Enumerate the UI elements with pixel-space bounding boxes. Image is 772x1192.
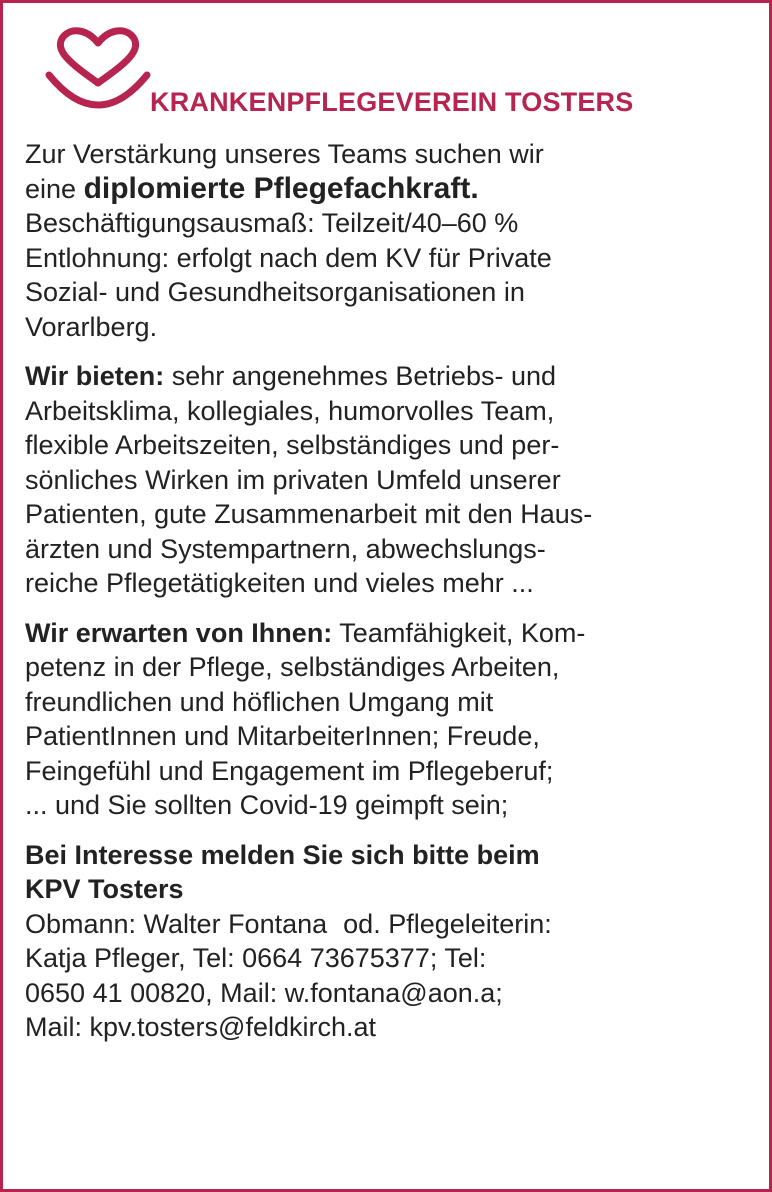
contact-heading: Bei Interesse melden Sie sich bitte beim bbox=[25, 839, 540, 870]
position-title: diplomierte Pflegefachkraft. bbox=[83, 171, 479, 205]
offer-line: Arbeitsklima, kollegiales, humorvolles Team, bbox=[25, 395, 555, 426]
expect-line: Feingefühl und Engagement im Pflegeberuf; bbox=[25, 755, 554, 786]
expect-line: petenz in der Pflege, selbständiges Arbeiten, bbox=[25, 652, 560, 682]
pay-line: Entlohnung: erfolgt nach dem KV für Private bbox=[25, 242, 552, 273]
expect-line: Teamfähigkeit, Kom- bbox=[332, 617, 586, 648]
organization-name: KRANKENPFLEGEVEREIN TOSTERS bbox=[150, 87, 634, 117]
offer-line: Patienten, gute Zusammenarbeit mit den Haus- bbox=[25, 499, 593, 529]
expect-line: PatientInnen und MitarbeiterInnen; Freude, bbox=[25, 721, 540, 751]
expect-paragraph bbox=[25, 616, 751, 823]
contact-phone-line: Katja Pfleger, Tel: 0664 73675377; Tel: bbox=[25, 943, 487, 973]
expect-heading: Wir erwarten von Ihnen: bbox=[25, 617, 333, 648]
offer-line: reiche Pflegetätigkeiten und vieles mehr ... bbox=[25, 568, 534, 598]
offer-line: sönliches Wirken im privaten Umfeld unserer bbox=[25, 464, 561, 495]
intro-line: Zur Verstärkung unseres Teams suchen wir bbox=[25, 139, 544, 169]
offer-line: flexible Arbeitszeiten, selbständiges und per- bbox=[25, 430, 560, 460]
contact-paragraph bbox=[25, 838, 751, 1045]
offer-paragraph bbox=[25, 359, 751, 601]
nursing-lead-label: od. Pflegeleiterin: bbox=[343, 908, 552, 939]
offer-line: ärzten und Systempartnern, abwechslungs- bbox=[25, 533, 546, 564]
contact-email[interactable]: Mail: kpv.tosters@feldkirch.at bbox=[25, 1012, 377, 1042]
intro-position-line: eine diplomierte Pflegefachkraft. bbox=[25, 171, 479, 205]
intro-paragraph bbox=[25, 137, 751, 344]
offer-line: sehr angenehmes Betriebs- und bbox=[164, 361, 557, 391]
expect-line: freundlichen und höflichen Umgang mit bbox=[25, 686, 494, 717]
heart-smile-icon bbox=[43, 25, 153, 117]
header bbox=[25, 3, 751, 125]
pay-line: Sozial- und Gesundheitsorganisationen in bbox=[25, 277, 525, 307]
pay-line: Vorarlberg. bbox=[25, 311, 158, 342]
contact-mail-line[interactable]: 0650 41 00820, Mail: w.fontana@aon.a; bbox=[25, 977, 503, 1008]
contact-organization: KPV Tosters bbox=[25, 874, 184, 904]
expect-line: ... und Sie sollten Covid-19 geimpft sein; bbox=[25, 790, 509, 820]
offer-heading: Wir bieten: bbox=[25, 361, 165, 391]
chairman-contact: Obmann: Walter Fontana bbox=[25, 908, 328, 939]
employment-scope: Beschäftigungsausmaß: Teilzeit/40–60 % bbox=[25, 208, 519, 238]
